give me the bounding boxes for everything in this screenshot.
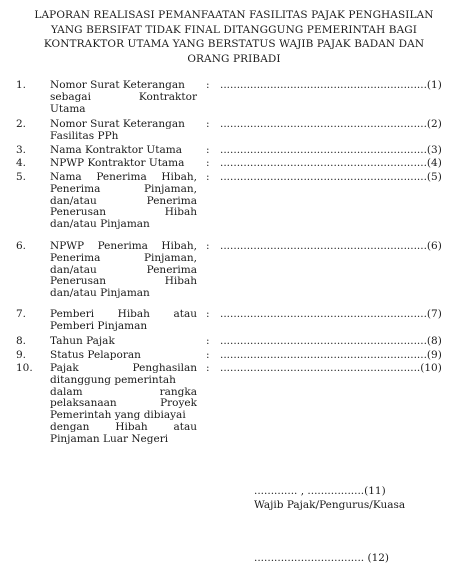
item-colon: :: [206, 240, 210, 252]
item-colon: :: [206, 349, 210, 361]
item-label-line: Status Pelaporan: [50, 349, 141, 361]
item-label: [50, 241, 197, 300]
item-label-line: Nama Kontraktor Utama: [50, 144, 182, 156]
item-label-line: Pemberi Hibah atau: [50, 308, 197, 320]
signatory-role: Wajib Pajak/Pengurus/Kuasa: [254, 499, 406, 511]
item-label-line: dan/atau Pinjaman: [50, 218, 150, 231]
item-number: 7.: [16, 308, 27, 320]
item-label-line: NPWP Penerima Hibah,: [50, 240, 197, 252]
item-number: 8.: [16, 335, 27, 347]
item-label-line: Penerusan Hibah: [50, 206, 197, 219]
item-fill-line: ............................................................(10): [220, 362, 442, 374]
item-fill-line: ..............................................................(9): [220, 349, 442, 361]
item-label-line: dan/atau Pinjaman: [50, 287, 150, 300]
item-label-line: Fasilitas PPh: [50, 129, 119, 142]
item-fill-line: ..............................................................(2): [220, 118, 442, 130]
item-label: [50, 80, 197, 115]
signatory-name-line: ................................. (12): [254, 552, 390, 564]
item-label-line: pelaksanaan Proyek: [50, 397, 197, 410]
item-label: [50, 119, 197, 143]
document-title: [8, 8, 460, 66]
item-fill-line: ..............................................................(5): [220, 171, 442, 183]
item-fill-line: ..............................................................(6): [220, 240, 442, 252]
item-number: 4.: [16, 157, 27, 169]
item-label-line: Nama Penerima Hibah,: [50, 171, 197, 183]
title-line: LAPORAN REALISASI PEMANFAATAN FASILITAS PAJAK PENGHASILAN: [34, 9, 434, 21]
item-colon: :: [206, 118, 210, 130]
item-fill-line: ..............................................................(7): [220, 308, 442, 320]
item-label-line: Pajak Penghasilan: [50, 362, 197, 374]
item-number: 6.: [16, 240, 27, 252]
item-fill-line: ..............................................................(4): [220, 157, 442, 169]
item-label-line: dan/atau Penerima: [50, 194, 197, 207]
item-colon: :: [206, 362, 210, 374]
item-colon: :: [206, 335, 210, 347]
item-colon: :: [206, 308, 210, 320]
place-date-line: ............. , .................(11): [254, 485, 386, 497]
item-label-line: NPWP Kontraktor Utama: [50, 157, 185, 169]
item-label-line: Penerusan Hibah: [50, 275, 197, 288]
item-label-line: ditanggung pemerintah: [50, 373, 176, 386]
item-label: [50, 363, 197, 446]
item-fill-line: ..............................................................(1): [220, 79, 442, 91]
item-colon: :: [206, 157, 210, 169]
item-label-line: dalam rangka: [50, 385, 197, 398]
item-label-line: Penerima Pinjaman,: [50, 251, 197, 264]
item-label: [50, 336, 197, 348]
item-number: 1.: [16, 79, 27, 91]
item-label-line: sebagai Kontraktor: [50, 90, 197, 103]
item-label-line: Pinjaman Luar Negeri: [50, 432, 169, 445]
item-label-line: Pemberi Pinjaman: [50, 319, 148, 332]
item-label: [50, 172, 197, 231]
item-label-line: Utama: [50, 102, 86, 115]
item-number: 5.: [16, 171, 27, 183]
item-number: 10.: [16, 362, 33, 374]
item-label-line: Pemerintah yang dibiayai: [50, 409, 186, 422]
item-colon: :: [206, 171, 210, 183]
item-label-line: dengan Hibah atau: [50, 420, 197, 433]
item-colon: :: [206, 79, 210, 91]
item-label-line: Nomor Surat Keterangan: [50, 79, 185, 91]
item-label: [50, 309, 197, 333]
item-label-line: Penerima Pinjaman,: [50, 182, 197, 195]
item-number: 3.: [16, 144, 27, 156]
item-label-line: Nomor Surat Keterangan: [50, 118, 185, 130]
item-label-line: dan/atau Penerima: [50, 263, 197, 276]
item-label-line: Tahun Pajak: [50, 335, 115, 347]
item-number: 9.: [16, 349, 27, 361]
title-line: ORANG PRIBADI: [187, 52, 281, 65]
item-fill-line: ..............................................................(8): [220, 335, 442, 347]
item-label: [50, 350, 197, 362]
item-number: 2.: [16, 118, 27, 130]
item-fill-line: ..............................................................(3): [220, 144, 442, 156]
item-label: [50, 158, 197, 170]
item-colon: :: [206, 144, 210, 156]
title-line: YANG BERSIFAT TIDAK FINAL DITANGGUNG PEMERINTAH BAGI: [50, 23, 418, 36]
title-line: KONTRAKTOR UTAMA YANG BERSTATUS WAJIB PAJAK BADAN DAN: [43, 38, 425, 50]
item-label: [50, 145, 197, 157]
